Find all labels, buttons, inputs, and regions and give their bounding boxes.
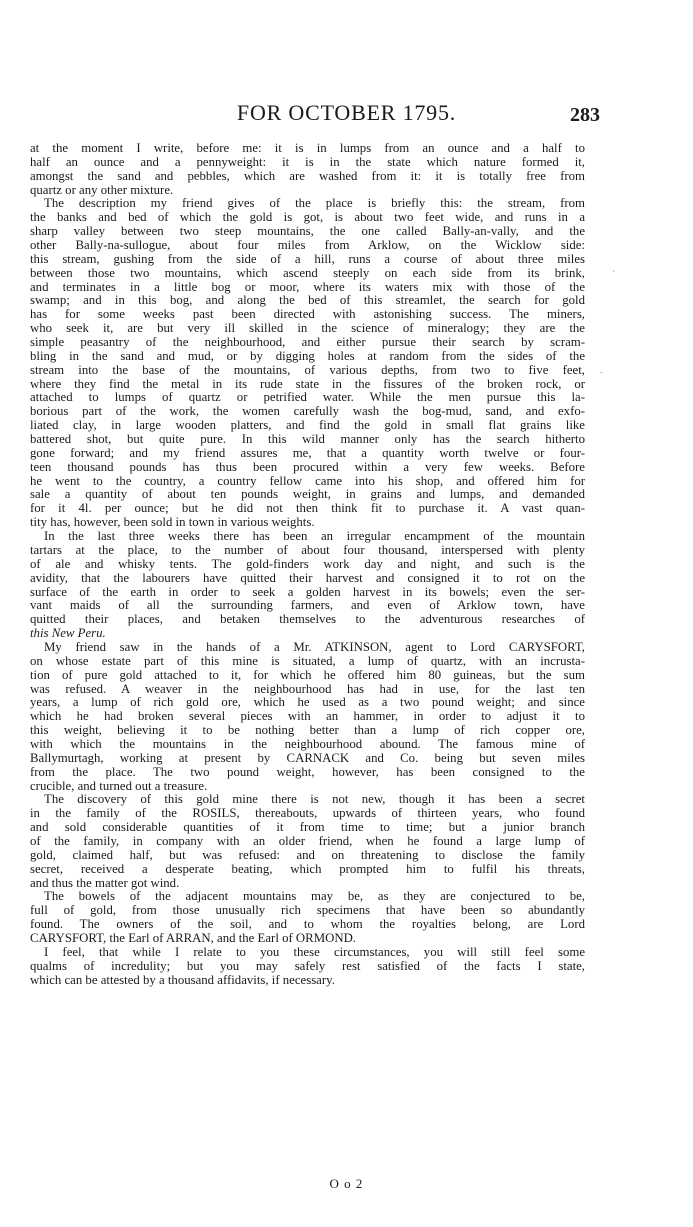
text-line: Ballymurtagh, working at present by CARNACK and Co. being but seven miles (30, 751, 585, 765)
text-line: other Bally-na-sullogue, about four miles from Arklow, on the Wicklow side: (30, 239, 585, 253)
text-line: quartz or any other mixture. (30, 183, 174, 197)
text-line: I feel, that while I relate to you these circumstances, you will still feel some (44, 945, 585, 959)
text-line: battered shot, but quite pure. In this wild manner only has the search hitherto (30, 433, 585, 447)
article-body (30, 142, 585, 987)
text-line: gone forward; and my friend assures me, that a quantity worth twelve or four- (30, 446, 585, 460)
text-line: avidity, that the labourers have quitted their harvest and consigned it to rot on the (30, 571, 585, 585)
text-line: half an ounce and a pennyweight: it is in the state which nature formed it, (30, 155, 585, 169)
text-line: between those two mountains, which ascend steeply on each side from its brink, (30, 266, 585, 280)
text-line: and thus the matter got wind. (30, 876, 180, 890)
text-line: surface of the earth in order to seek a golden harvest in its bowels; even the ser- (30, 585, 585, 599)
text-line: of the family, in company with an older friend, when he found a large lump of (30, 834, 585, 848)
text-line: vant maids of all the surrounding farmers, and even of Arklow town, have (30, 599, 585, 613)
text-line: has for some weeks past been directed with astonishing success. The miners, (30, 308, 585, 322)
text-line: liated clay, in large wooden platters, and find the gold in small flat grains like (30, 419, 585, 433)
text-line: stream into the base of the mountains, of various depths, from two to five feet, (30, 363, 585, 377)
text-line: this weight, believing it to be nothing better than a lump of rich copper ore, (30, 724, 585, 738)
text-line: the banks and bed of which the gold is got, is about two feet wide, and runs in a (30, 211, 585, 225)
text-line: which he had broken several pieces with an hammer, in order to adjust it to (30, 710, 585, 724)
text-line: found. The owners of the soil, and to whom the royalties belong, are Lord (30, 918, 585, 932)
text-line: tion of pure gold attached to it, for which he offered him 80 guineas, but the sum (30, 668, 585, 682)
text-line: borious part of the work, the women carefully wash the bog-mud, sand, and exfo- (30, 405, 585, 419)
text-line: for it 4l. per ounce; but he did not then think fit to purchase it. A vast quan- (30, 502, 585, 516)
page-header (0, 100, 693, 134)
running-title: FOR OCTOBER 1795. (236, 100, 457, 125)
text-line: gold, claimed half, but was refused: and on threatening to disclose the family (30, 848, 585, 862)
text-line: sharp valley between two steep mountains, the one called Bally-an-vally, and the (30, 225, 585, 239)
text-line: and terminates in a little bog or moor, where its waters mix with those of the (30, 280, 585, 294)
text-line: amongst the sand and pebbles, which are washed from it: it is totally free from (30, 169, 585, 183)
text-line: was refused. A weaver in the neighbourhood has had in use, for the last ten (30, 682, 585, 696)
signature-mark: O o 2 (329, 1176, 364, 1191)
margin-speck: ` (612, 270, 616, 281)
text-line: which can be attested by a thousand affidavits, if necessary. (30, 973, 335, 987)
text-line: quitted their places, and betaken themselves to the adventurous researches of (30, 613, 585, 627)
text-line: with which the mountains in the neighbourhood abound. The famous mine of (30, 737, 585, 751)
text-line: who seek it, are but very ill skilled in the science of mineralogy; they are the (30, 322, 585, 336)
text-line: this New Peru. (30, 627, 106, 641)
text-line: swamp; and in this bog, and along the bed of this streamlet, the search for gold (30, 294, 585, 308)
text-line: My friend saw in the hands of a Mr. ATKINSON, agent to Lord CARYSFORT, (44, 640, 585, 654)
text-line: years, a lump of rich gold ore, which he used as a two pound weight; and since (30, 696, 585, 710)
text-line: The bowels of the adjacent mountains may be, as they are conjectured to be, (44, 890, 585, 904)
text-line: where they find the metal in its rude state in the fissures of the broken rock, or (30, 377, 585, 391)
text-line: from the place. The two pound weight, however, has been consigned to the (30, 765, 585, 779)
text-line: crucible, and turned out a treasure. (30, 779, 208, 793)
text-line: of ale and whisky tents. The gold-finders work day and night, and such is the (30, 557, 585, 571)
text-line: he went to the country, a country fellow came into his shop, and offered him for (30, 474, 585, 488)
text-line: teen thousand pounds has thus been procured within a very few weeks. Before (30, 460, 585, 474)
text-line: on whose estate part of this mine is situated, a lump of quartz, with an incrusta- (30, 654, 585, 668)
text-line: sale a quantity of about ten pounds weight, in grains and lumps, and demanded (30, 488, 585, 502)
page-number: 283 (570, 104, 600, 126)
text-line: CARYSFORT, the Earl of ARRAN, and the Earl of ORMOND. (30, 931, 357, 945)
text-line: and sold considerable quantities of it from time to time; but a junior branch (30, 821, 585, 835)
text-line: The description my friend gives of the place is briefly this: the stream, from (44, 197, 585, 211)
text-line: attached to lumps of quartz or petrified water. While the men pursue this la- (30, 391, 585, 405)
text-line: In the last three weeks there has been an irregular encampment of the mountain (44, 530, 585, 544)
text-line: simple peasantry of the neighbourhood, and either pursue their search by scram- (30, 336, 585, 350)
text-line: secret, received a desperate beating, which prompted him to fulfil his threats, (30, 862, 585, 876)
text-line: bling in the sand and mud, or by digging holes at random from the sides of the (30, 349, 585, 363)
margin-speck: . (600, 365, 603, 376)
text-line: qualms of incredulity; but you may safely rest satisfied of the facts I state, (30, 959, 585, 973)
text-line: tity has, however, been sold in town in various weights. (30, 516, 315, 530)
text-line: in the family of the ROSILS, thereabouts, upwards of thirteen years, who found (30, 807, 585, 821)
text-line: The discovery of this gold mine there is not new, though it has been a secret (44, 793, 585, 807)
text-line: at the moment I write, before me: it is in lumps from an ounce and a half to (30, 142, 585, 155)
text-line: full of gold, from those unusually rich specimens that have been so abundantly (30, 904, 585, 918)
text-line: tartars at the place, to the number of about four thousand, interspersed with plenty (30, 543, 585, 557)
text-line: this stream, gushing from the side of a hill, runs a course of about three miles (30, 252, 585, 266)
